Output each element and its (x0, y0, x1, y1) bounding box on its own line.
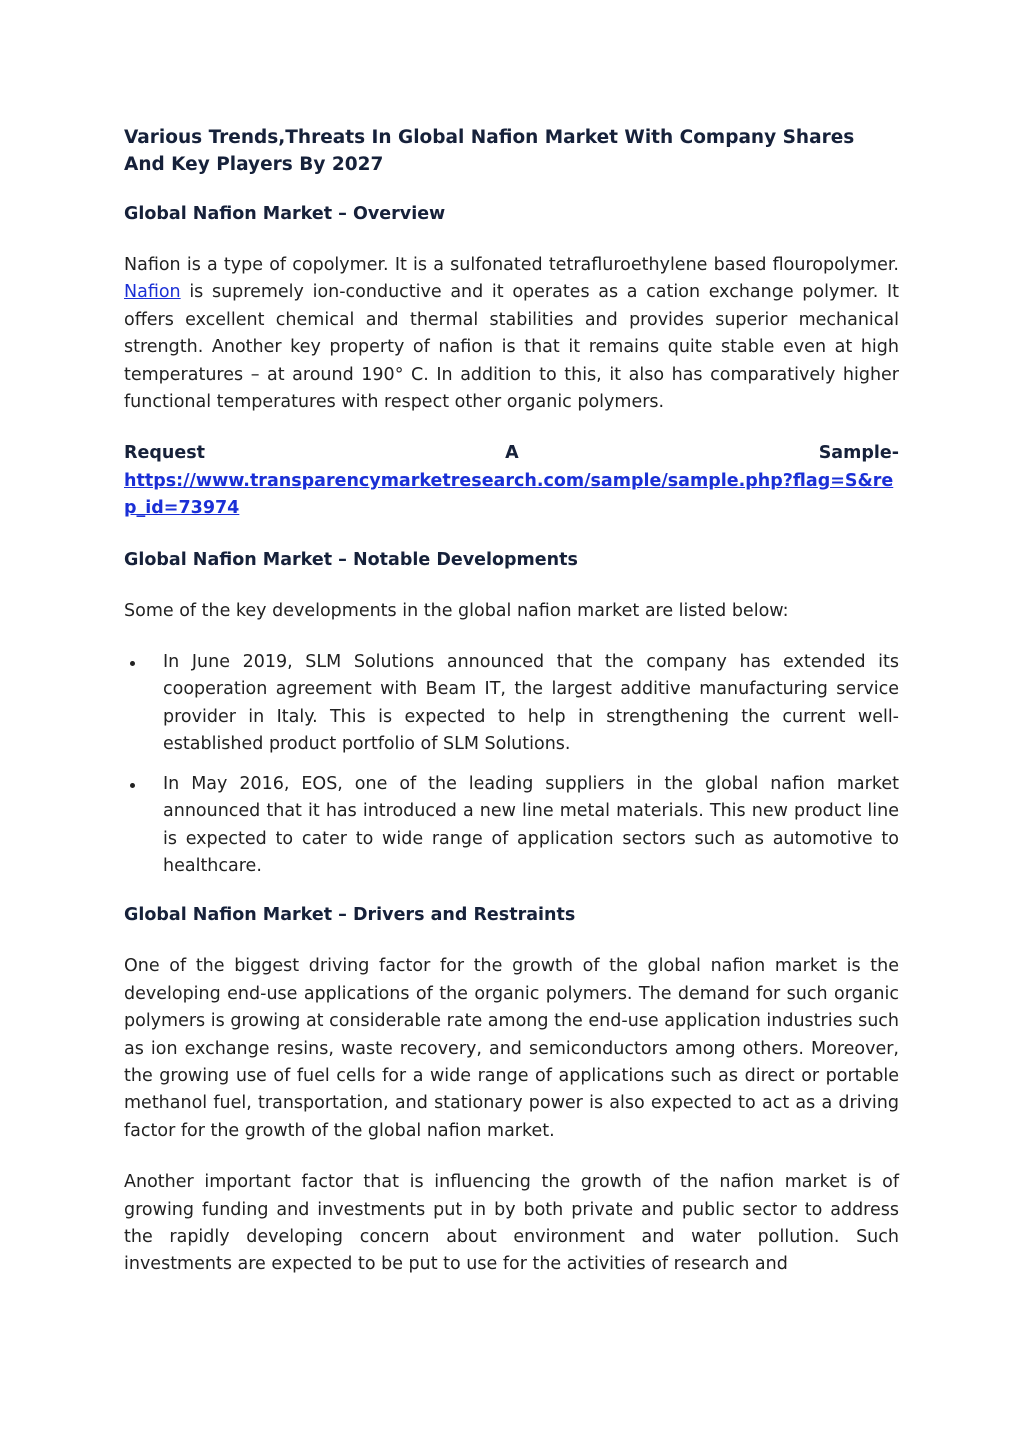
request-sample-label (124, 440, 899, 467)
overview-text-before-link: Nafion is a type of copolymer. It is a sulfonated tetrafluroethylene based flouropolymer. (124, 255, 899, 275)
request-word: Request (124, 443, 205, 464)
overview-text-after-link: is supremely ion-conductive and it operates as a cation exchange polymer. It offers excellent chemical and thermal stabilities and provides superior mechanical strength. Another key property of nafion is that it remains quite stable even at high temperatures – at around 190° C. In addition to this, it also has comparatively higher functional temperatures with respect other organic polymers. (124, 282, 899, 413)
list-item-text: In June 2019, SLM Solutions announced that the company has extended its cooperation agreement with Beam IT, the largest additive manufacturing service provider in Italy. This is expected to help in strengthening the current well-established product portfolio of SLM Solutions. (163, 652, 899, 755)
sample-request-link[interactable]: https://www.transparencymarketresearch.com/sample/sample.php?flag=S&rep_id=73974 (124, 470, 894, 519)
list-item (124, 771, 899, 881)
sample-word: Sample- (818, 443, 899, 464)
bullet-icon (130, 783, 135, 788)
request-sample-block (124, 440, 899, 522)
developments-list (124, 649, 899, 880)
developments-intro: Some of the key developments in the global nafion market are listed below: (124, 600, 789, 621)
document-page (124, 124, 899, 1303)
nafion-link[interactable]: Nafion (124, 282, 181, 303)
bullet-icon (130, 661, 135, 666)
overview-heading: Global Nafion Market – Overview (124, 204, 446, 224)
drivers-paragraph-2: Another important factor that is influencing the growth of the nafion market is of growing funding and investments put in by both private and public sector to address the rapidly developing concern about environment and water pollution. Such investments are expected to be put to use for the activities of research and (124, 1172, 899, 1275)
document-title: Various Trends,Threats In Global Nafion Market With Company Shares And Key Players By 2027 (124, 127, 855, 175)
drivers-paragraph-1: One of the biggest driving factor for the growth of the global nafion market is the developing end-use applications of the organic polymers. The demand for such organic polymers is growing at considerable rate among the end-use application industries such as ion exchange resins, waste recovery, and semiconductors among others. Moreover, the growing use of fuel cells for a wide range of applications such as direct or portable methanol fuel, transportation, and stationary power is also expected to act as a driving factor for the growth of the global nafion market. (124, 956, 899, 1141)
list-item-text: In May 2016, EOS, one of the leading suppliers in the global nafion market announced that it has introduced a new line metal materials. This new product line is expected to cater to wide range of application sectors such as automotive to healthcare. (163, 773, 899, 876)
drivers-heading: Global Nafion Market – Drivers and Restraints (124, 905, 576, 926)
a-word: A (505, 443, 519, 464)
list-item (124, 649, 899, 759)
overview-paragraph (124, 252, 899, 416)
developments-heading: Global Nafion Market – Notable Developments (124, 549, 578, 570)
